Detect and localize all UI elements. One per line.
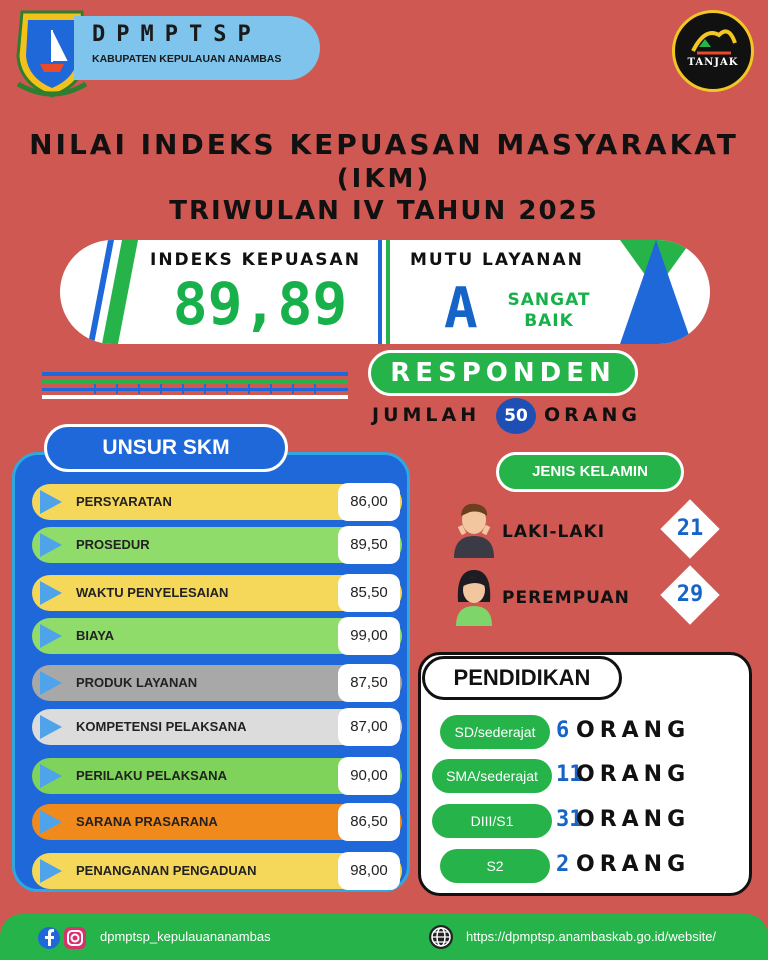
female-avatar-icon (452, 566, 496, 626)
male-label: LAKI-LAKI (502, 522, 606, 542)
edu-label: S2 (440, 849, 550, 883)
unsur-row (32, 804, 402, 840)
social-handle[interactable]: dpmptsp_kepulauananambas (100, 929, 271, 944)
arrow-icon (40, 490, 62, 514)
unsur-value: 87,50 (338, 664, 400, 702)
female-label: PEREMPUAN (502, 588, 630, 608)
jumlah-unit: ORANG (544, 404, 641, 426)
edu-label: SMA/sederajat (432, 759, 552, 793)
arrow-icon (40, 671, 62, 695)
unsur-label: PERILAKU PELAKSANA (76, 768, 227, 783)
unsur-label: PRODUK LAYANAN (76, 675, 198, 690)
mutu-text: SANGAT BAIK (507, 290, 591, 331)
arrow-icon (40, 533, 62, 557)
unsur-value: 98,00 (338, 852, 400, 890)
index-value: 89,89 (172, 270, 348, 338)
arrow-icon (40, 859, 62, 883)
unsur-title: UNSUR SKM (44, 424, 288, 472)
edu-label: SD/sederajat (440, 715, 550, 749)
unsur-label: PENANGANAN PENGADUAN (76, 863, 257, 878)
globe-icon (428, 924, 454, 950)
tanjak-logo (672, 10, 754, 92)
tanjak-text: TANJAK (687, 57, 739, 68)
unsur-row (32, 575, 402, 611)
tanjak-emblem-icon (675, 13, 751, 89)
mutu-label: MUTU LAYANAN (410, 250, 584, 270)
title-line-2: (IKM) (336, 164, 432, 194)
unsur-value: 90,00 (338, 757, 400, 795)
arrow-icon (40, 764, 62, 788)
unsur-label: PROSEDUR (76, 537, 150, 552)
edu-value: 6 (556, 718, 570, 743)
unsur-value: 86,00 (338, 483, 400, 521)
edu-value: 11 (556, 762, 583, 787)
title-line-1: NILAI INDEKS KEPUASAN MASYARAKAT (29, 128, 739, 161)
unsur-value: 87,00 (338, 708, 400, 746)
stripe-decoration (42, 370, 348, 402)
unsur-label: BIAYA (76, 628, 115, 643)
jumlah-label: JUMLAH (372, 404, 481, 426)
unsur-row (32, 665, 402, 701)
unsur-row (32, 853, 402, 889)
male-avatar-icon (450, 498, 498, 558)
male-value: 21 (676, 516, 704, 541)
edu-unit: ORANG (576, 852, 691, 877)
jumlah-value: 50 (496, 398, 536, 434)
edu-unit: ORANG (576, 718, 691, 743)
unsur-row (32, 709, 402, 745)
edu-value: 2 (556, 852, 570, 877)
unsur-row (32, 484, 402, 520)
jenis-kelamin-title: JENIS KELAMIN (496, 452, 684, 492)
unsur-label: PERSYARATAN (76, 494, 172, 509)
unsur-value: 89,50 (338, 526, 400, 564)
brand-subtitle: KABUPATEN KEPULAUAN ANAMBAS (92, 53, 282, 65)
edu-label: DIII/S1 (432, 804, 552, 838)
website-link[interactable]: https://dpmptsp.anambaskab.go.id/website/ (466, 929, 717, 944)
unsur-row (32, 758, 402, 794)
arrow-icon (40, 810, 62, 834)
unsur-row (32, 618, 402, 654)
unsur-value: 86,50 (338, 803, 400, 841)
brand-title: DPMPTSP (92, 22, 262, 47)
edu-value: 31 (556, 807, 583, 832)
unsur-row (32, 527, 402, 563)
arrow-icon (40, 624, 62, 648)
index-label: INDEKS KEPUASAN (150, 250, 361, 270)
arrow-icon (40, 715, 62, 739)
responden-title: RESPONDEN (368, 350, 638, 396)
unsur-label: SARANA PRASARANA (76, 814, 218, 829)
edu-unit: ORANG (576, 807, 691, 832)
unsur-value: 99,00 (338, 617, 400, 655)
social-icons (38, 926, 86, 950)
female-value: 29 (676, 582, 704, 607)
arrow-icon (40, 581, 62, 605)
unsur-label: KOMPETENSI PELAKSANA (76, 719, 247, 734)
pendidikan-title: PENDIDIKAN (422, 656, 622, 700)
unsur-label: WAKTU PENYELESAIAN (76, 585, 229, 600)
mutu-grade: A (444, 276, 478, 341)
unsur-value: 85,50 (338, 574, 400, 612)
title-line-3: TRIWULAN IV TAHUN 2025 (169, 196, 599, 226)
edu-unit: ORANG (576, 762, 691, 787)
